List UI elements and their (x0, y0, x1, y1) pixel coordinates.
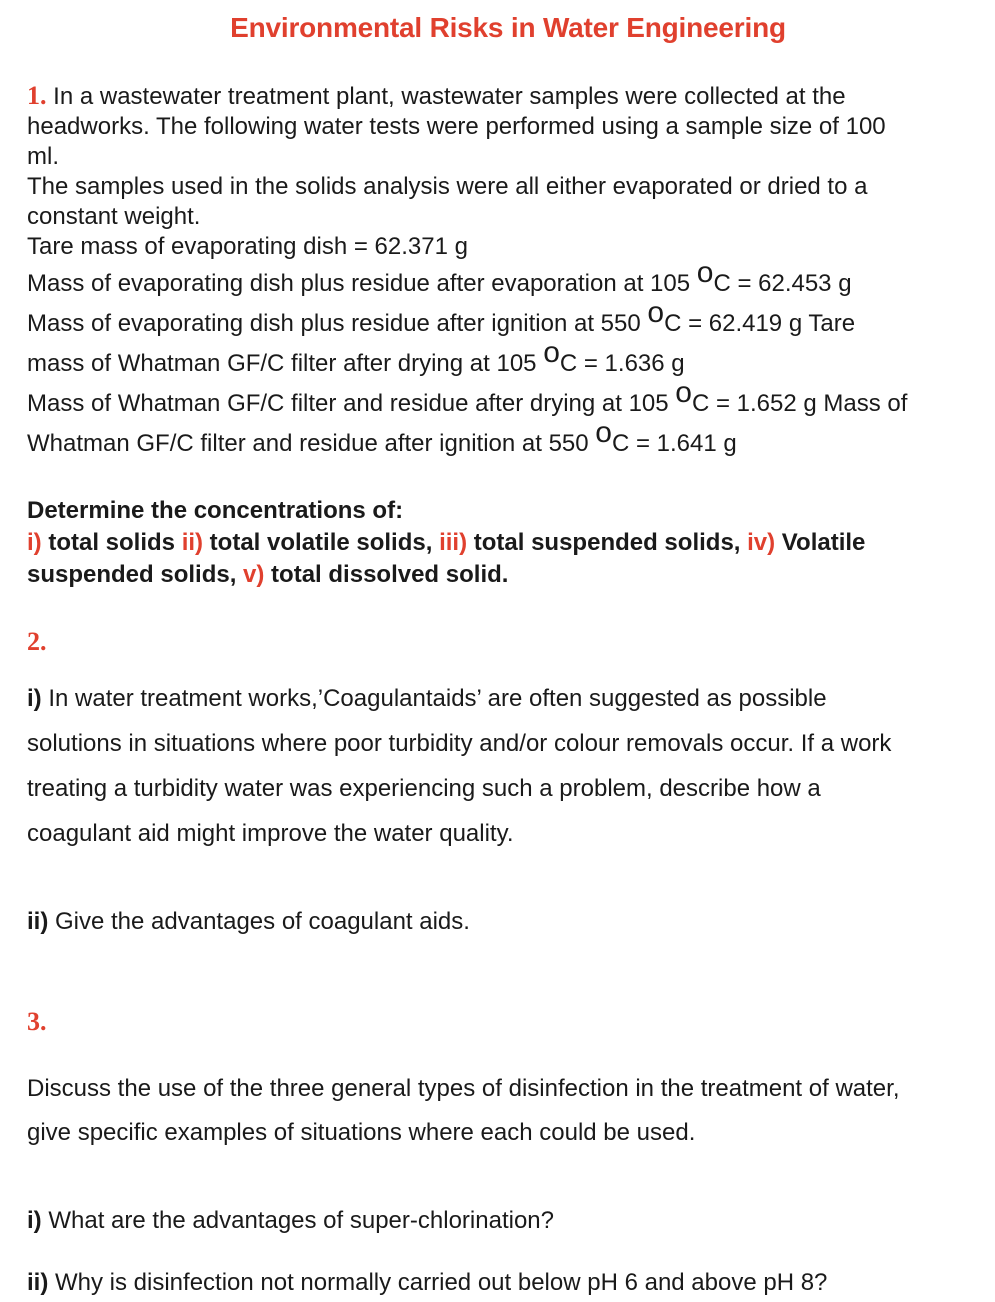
q2-part-i: i) In water treatment works,’Coagulantaids’ are often suggested as possible solutions in situations where poor turbidity and/or colour removals occur. If a work treating a turbidity water was experiencing such a problem, describe how a coagulant aid might improve the water quality. (27, 685, 892, 847)
q3-part-ii: ii) Why is disinfection not normally carried out below pH 6 and above pH 8? (27, 1269, 828, 1296)
page-title: Environmental Risks in Water Engineering (230, 12, 786, 43)
measurement-line: mass of Whatman GF/C filter after drying at 105 $^o$C = 1.636 g (27, 336, 685, 377)
q1-intro-line: constant weight. (27, 203, 201, 230)
q1-intro (27, 81, 886, 262)
q3-number: 3. (27, 1007, 47, 1036)
q3-part-i-label: i) (27, 1207, 42, 1234)
q2-part-i-label: i) (27, 685, 42, 712)
determine-heading: Determine the concentrations of: (27, 497, 404, 524)
parts-line: suspended solids, v) total dissolved solid. (27, 561, 509, 588)
measurement-line: Whatman GF/C filter and residue after ignition at 550 $^o$C = 1.641 g (27, 416, 737, 457)
degree-symbol: o (675, 376, 692, 409)
parts-line: i) total solids ii) total volatile solids, iii) total suspended solids, iv) Volatile (27, 529, 866, 556)
q1-intro-line: In a wastewater treatment plant, wastewater samples were collected at the (53, 83, 846, 110)
measurement-line: Mass of Whatman GF/C filter and residue after drying at 105 $^o$C = 1.652 g Mass of (27, 376, 908, 417)
degree-symbol: o (696, 256, 714, 289)
q1-intro-line: ml. (27, 143, 59, 170)
q1-measurements (27, 256, 908, 464)
q1-intro-line: The samples used in the solids analysis were all either evaporated or dried to a (27, 173, 868, 200)
degree-symbol: o (543, 336, 560, 369)
q3-part-ii-label: ii) (27, 1269, 49, 1296)
q3-body: Discuss the use of the three general types of disinfection in the treatment of water, give specific examples of situations where each could be used. (27, 1075, 900, 1146)
q2-number: 2. (27, 627, 47, 656)
q1-intro-line: headworks. The following water tests were performed using a sample size of 100 (27, 113, 886, 140)
q2-part-ii: ii) Give the advantages of coagulant aids. (27, 908, 470, 935)
q3-part-i: i) What are the advantages of super-chlorination? (27, 1207, 554, 1234)
measurement-line: Mass of evaporating dish plus residue after ignition at 550 $^o$C = 62.419 g Tare (27, 296, 856, 337)
q1-intro-line: Tare mass of evaporating dish = 62.371 g (27, 233, 468, 260)
degree-symbol: o (647, 296, 665, 329)
degree-symbol: o (595, 416, 612, 449)
measurement-line: Mass of evaporating dish plus residue after evaporation at 105 $^o$C = 62.453 g (27, 256, 852, 297)
q1-determine (27, 495, 865, 591)
q1-number: 1. (27, 81, 47, 110)
q2-part-ii-label: ii) (27, 908, 49, 935)
